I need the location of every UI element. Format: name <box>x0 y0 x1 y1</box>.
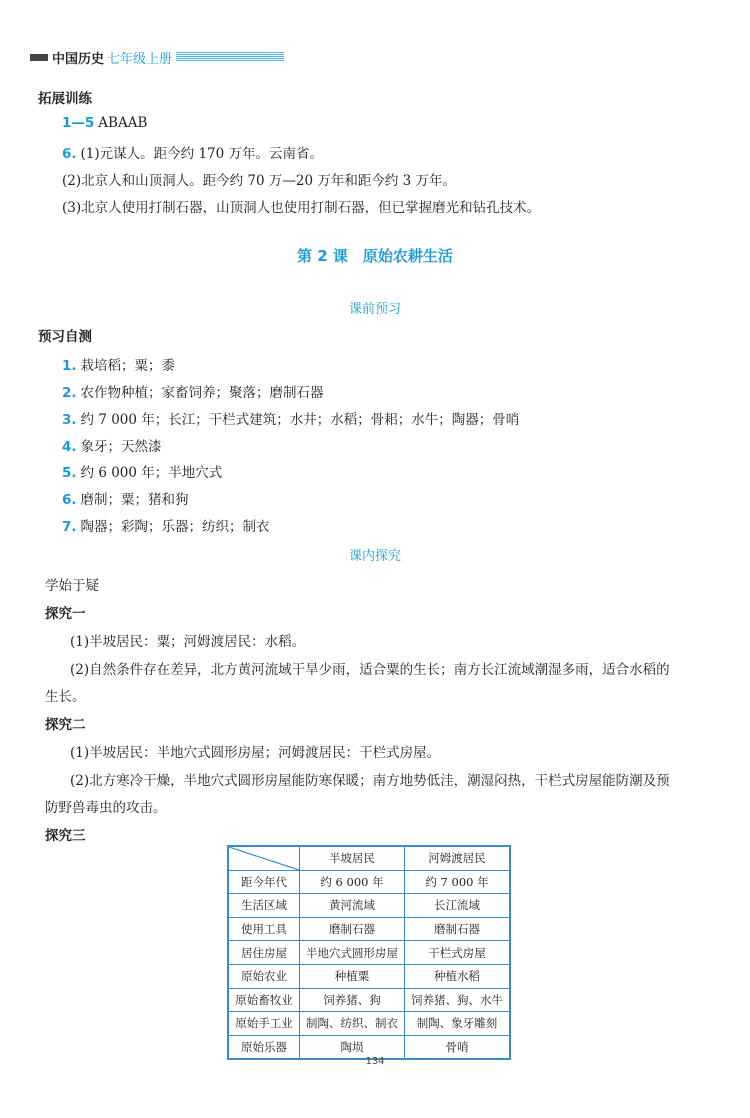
table-row-label: 距今年代 <box>228 870 300 894</box>
explore-3-title: 探究三 <box>45 828 86 844</box>
explore-2-item2-line2: 防野兽毒虫的攻击。 <box>45 800 167 816</box>
table-row-label: 原始乐器 <box>228 1035 300 1059</box>
extension-q1 <box>62 115 147 131</box>
table-cell-hemudu: 干栏式房屋 <box>405 941 511 965</box>
table-cell-hemudu: 制陶、象牙雕刻 <box>405 1012 511 1036</box>
explore-1-title: 探究一 <box>45 606 86 622</box>
extension-q1-number: 1—5 <box>62 115 95 131</box>
table-cell-banpo: 制陶、纺织、制衣 <box>300 1012 405 1036</box>
table-row-label: 使用工具 <box>228 917 300 941</box>
preview-item <box>62 488 189 508</box>
extension-q6-part3: (3)北京人使用打制石器，山顶洞人也使用打制石器，但已掌握磨光和钻孔技术。 <box>62 200 541 216</box>
table-cell-banpo: 陶埙 <box>300 1035 405 1059</box>
table-cell-banpo: 约 6 000 年 <box>300 870 405 894</box>
explore-1-item2-line2: 生长。 <box>45 689 86 705</box>
table-row <box>228 941 510 965</box>
preview-item-number: 4. <box>62 439 77 455</box>
preview-item-text: 陶器；彩陶；乐器；纺织；制衣 <box>80 519 270 535</box>
preview-item <box>62 435 162 455</box>
page-header <box>30 48 284 66</box>
preview-item-text: 磨制；粟；猪和狗 <box>80 492 189 508</box>
preview-item-number: 1. <box>62 358 77 374</box>
table-row <box>228 1012 510 1036</box>
table-row-label: 原始农业 <box>228 964 300 988</box>
table-cell-hemudu: 种植水稻 <box>405 964 511 988</box>
explore-2-item1: (1)半坡居民：半地穴式圆形房屋；河姆渡居民：干栏式房屋。 <box>70 745 441 761</box>
preview-item-number: 2. <box>62 385 77 401</box>
explore-1-item2-line1: (2)自然条件存在差异，北方黄河流域干旱少雨，适合粟的生长；南方长江流域潮湿多雨，适合水稻的 <box>70 662 670 678</box>
header-subject: 中国历史 <box>52 51 105 67</box>
table-row <box>228 988 510 1012</box>
header-grade: 七年级上册 <box>107 51 173 67</box>
table-cell-banpo: 黄河流域 <box>300 894 405 918</box>
explore-2-title: 探究二 <box>45 717 86 733</box>
preview-item-text: 象牙；天然漆 <box>80 439 162 455</box>
table-row-label: 原始畜牧业 <box>228 988 300 1012</box>
table-row <box>228 917 510 941</box>
extension-q6-part1-text: (1)元谋人。距今约 170 万年。云南省。 <box>80 146 324 162</box>
table-row <box>228 964 510 988</box>
table-row-label: 生活区域 <box>228 894 300 918</box>
preview-item-text: 栽培稻；粟；黍 <box>80 358 176 374</box>
header-stripe-decoration <box>176 52 284 62</box>
preview-item-number: 7. <box>62 519 77 535</box>
extension-q6-part1 <box>62 142 323 162</box>
table-row-label: 原始手工业 <box>228 1012 300 1036</box>
extension-heading: 拓展训练 <box>38 91 92 107</box>
explore-2-item2-line1: (2)北方寒冷干燥，半地穴式圆形房屋能防寒保暖；南方地势低洼，潮湿闷热，干栏式房屋能防潮及预 <box>70 773 670 789</box>
table-col-header-banpo: 半坡居民 <box>300 846 405 870</box>
extension-q6-number: 6. <box>62 146 77 162</box>
preview-item-text: 约 7 000 年；长江；干栏式建筑；水井；水稻；骨耜；水牛；陶器；骨哨 <box>80 412 520 428</box>
preview-item-number: 5. <box>62 465 77 481</box>
table-cell-hemudu: 约 7 000 年 <box>405 870 511 894</box>
table-cell-hemudu: 骨哨 <box>405 1035 511 1059</box>
header-bar-decoration <box>30 54 48 61</box>
preview-item <box>62 461 222 481</box>
section-preview-title: 课前预习 <box>348 302 401 317</box>
preview-item <box>62 515 270 535</box>
preview-item <box>62 354 175 374</box>
extension-q1-answer: ABAAB <box>98 115 148 131</box>
explore-1-item1: (1)半坡居民：粟；河姆渡居民：水稻。 <box>70 634 306 650</box>
table-cell-banpo: 饲养猪、狗 <box>300 988 405 1012</box>
table-cell-hemudu: 长江流域 <box>405 894 511 918</box>
extension-q6-part2: (2)北京人和山顶洞人。距今约 70 万—20 万年和距今约 3 万年。 <box>62 173 457 189</box>
preview-item <box>62 408 519 428</box>
page-number: 134 <box>365 1056 385 1067</box>
preview-item-number: 3. <box>62 412 77 428</box>
lesson-title: 第 2 课 原始农耕生活 <box>297 247 453 265</box>
table-cell-banpo: 磨制石器 <box>300 917 405 941</box>
table-cell-hemudu: 磨制石器 <box>405 917 511 941</box>
table-row <box>228 894 510 918</box>
preview-item-number: 6. <box>62 492 77 508</box>
comparison-table <box>227 845 511 1060</box>
table-header-row <box>228 846 510 870</box>
preview-item-text: 约 6 000 年；半地穴式 <box>80 465 223 481</box>
table-col-header-hemudu: 河姆渡居民 <box>405 846 511 870</box>
explore-heading: 学始于疑 <box>45 578 99 594</box>
preview-heading: 预习自测 <box>38 329 92 345</box>
preview-item-text: 农作物种植；家畜饲养；聚落；磨制石器 <box>80 385 324 401</box>
table-cell-hemudu: 饲养猪、狗、水牛 <box>405 988 511 1012</box>
table-row <box>228 870 510 894</box>
table-cell-banpo: 种植粟 <box>300 964 405 988</box>
section-explore-title: 课内探究 <box>348 549 401 564</box>
table-row-label: 居住房屋 <box>228 941 300 965</box>
preview-item <box>62 381 324 401</box>
table-corner-cell <box>228 846 300 870</box>
table-cell-banpo: 半地穴式圆形房屋 <box>300 941 405 965</box>
